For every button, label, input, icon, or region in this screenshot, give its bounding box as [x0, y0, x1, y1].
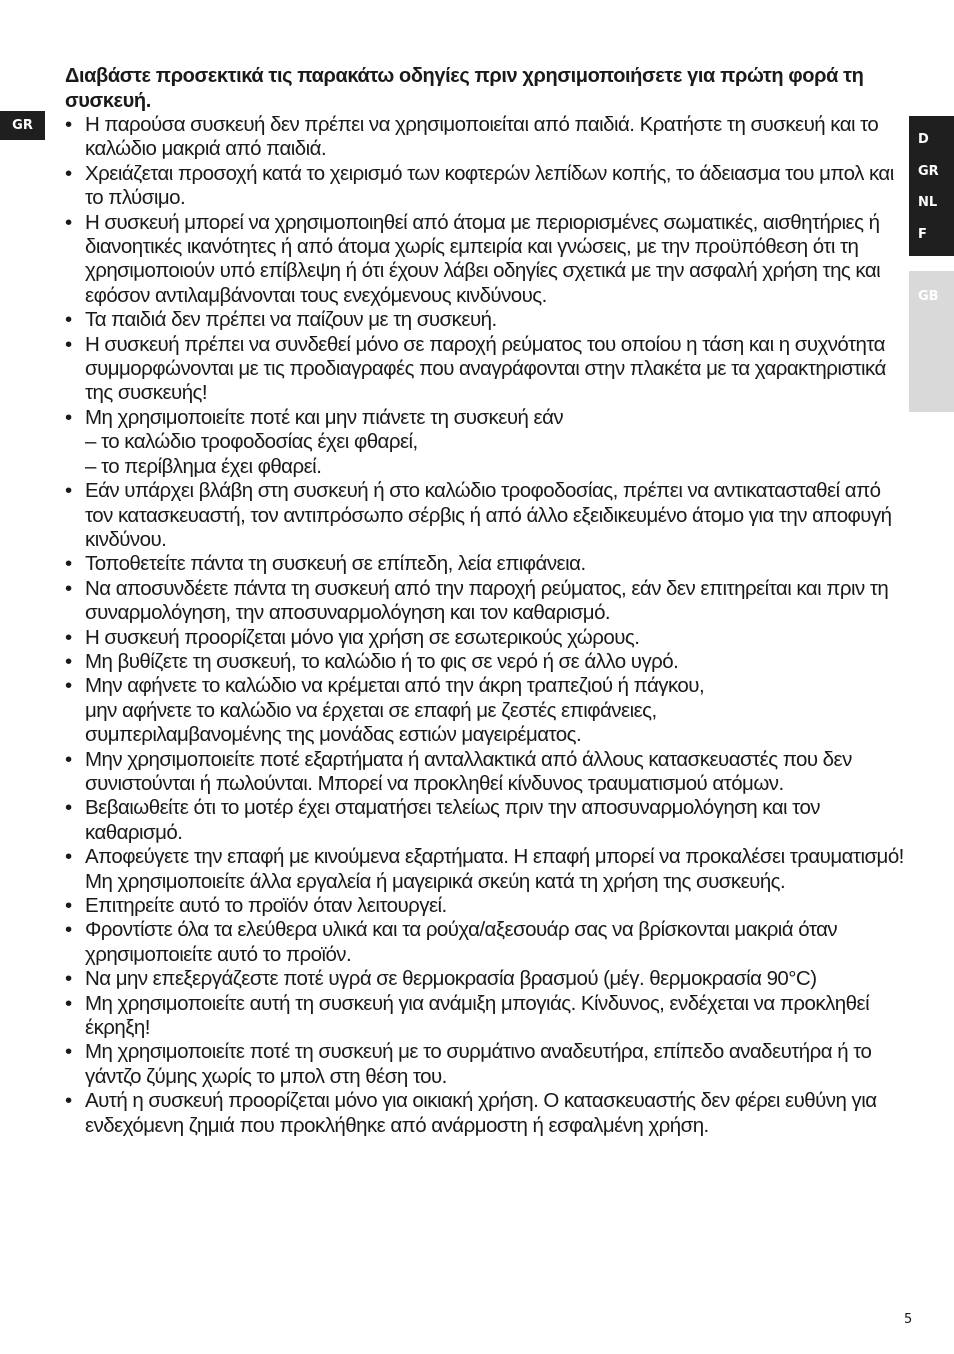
list-item: • Η συσκευή προορίζεται μόνο για χρήση σε εσωτερικούς χώρους. [65, 626, 911, 650]
list-item: • Εάν υπάρχει βλάβη στη συσκευή ή στο καλώδιο τροφοδοσίας, πρέπει να αντικατασταθεί από τον κατασκευαστή, τον αντιπρόσωπο σέρβις ή από άλλο εξειδικευμένο άτομο για την αποφυγή κινδύνου. [65, 479, 911, 552]
list-item: • Μην χρησιμοποιείτε ποτέ εξαρτήματα ή ανταλλακτικά από άλλους κατασκευαστές που δεν συνιστούνται ή πωλούνται. Μπορεί να προκληθεί κίνδυνος τραυματισμού ατόμων. [65, 748, 911, 797]
list-item [65, 406, 911, 479]
sub-item: – το καλώδιο τροφοδοσίας έχει φθαρεί, [85, 430, 418, 454]
list-item: • Να μην επεξεργάζεστε ποτέ υγρά σε θερμοκρασία βρασμού (μέγ. θερμοκρασία 90°C) [65, 967, 911, 991]
list-item [65, 674, 911, 747]
safety-instructions [65, 64, 911, 1138]
list-item: • Η παρούσα συσκευή δεν πρέπει να χρησιμοποιείται από παιδιά. Κρατήστε τη συσκευή και το καλώδιο μακριά από παιδιά. [65, 113, 911, 162]
language-tab-group [909, 116, 954, 256]
list-item: • Φροντίστε όλα τα ελεύθερα υλικά και τα ρούχα/αξεσουάρ σας να βρίσκονται μακριά όταν χρησιμοποιείτε αυτό το προϊόν. [65, 918, 911, 967]
list-item: • Μη βυθίζετε τη συσκευή, το καλώδιο ή το φις σε νερό ή σε άλλο υγρό. [65, 650, 911, 674]
list-item: • Τα παιδιά δεν πρέπει να παίζουν με τη συσκευή. [65, 308, 911, 332]
list-item: • Βεβαιωθείτε ότι το μοτέρ έχει σταματήσει τελείως πριν την αποσυναρμολόγηση και τον καθαρισμό. [65, 796, 911, 845]
page-number: 5 [904, 1312, 913, 1327]
list-item: • Η συσκευή πρέπει να συνδεθεί μόνο σε παροχή ρεύματος του οποίου η τάση και η συχνότητα συμμορφώνονται με τις προδιαγραφές που αναγράφονται στην πλακέτα με τα χαρακτηριστικά της συσκευής! [65, 333, 911, 406]
language-tab-gr: GR [918, 163, 939, 179]
safety-list [65, 113, 911, 1138]
language-tab-gr-left: GR [0, 111, 45, 140]
list-item: • Αποφεύγετε την επαφή με κινούμενα εξαρτήματα. Η επαφή μπορεί να προκαλέσει τραυματισμό! Μη χρησιμοποιείτε άλλα εργαλεία ή μαγειρικά σκεύη κατά τη χρήση της συσκευής. [65, 845, 911, 894]
sub-item: μην αφήνετε το καλώδιο να έρχεται σε επαφή με ζεστές επιφάνειες, [85, 698, 657, 722]
list-item: • Τοποθετείτε πάντα τη συσκευή σε επίπεδη, λεία επιφάνεια. [65, 552, 911, 576]
language-tab-nl: NL [918, 195, 938, 210]
list-item: • Μη χρησιμοποιείτε ποτέ τη συσκευή με το συρμάτινο αναδευτήρα, επίπεδο αναδευτήρα ή το γάντζο ζύμης χωρίς το μπολ στη θέση του. [65, 1040, 911, 1089]
list-item: • Να αποσυνδέετε πάντα τη συσκευή από την παροχή ρεύματος, εάν δεν επιτηρείται και πριν τη συναρμολόγηση, την αποσυναρμολόγηση και τον καθαρισμό. [65, 577, 911, 626]
list-item: • Χρειάζεται προσοχή κατά το χειρισμό των κοφτερών λεπίδων κοπής, το άδειασμα του μπολ και το πλύσιμο. [65, 162, 911, 211]
language-tab-gb [909, 271, 954, 412]
list-item-text: Μην αφήνετε το καλώδιο να κρέμεται από την άκρη τραπεζιού ή πάγκου, [85, 674, 705, 698]
list-item: • Επιτηρείτε αυτό το προϊόν όταν λειτουργεί. [65, 894, 911, 918]
list-item: • Αυτή η συσκευή προορίζεται μόνο για οικιακή χρήση. Ο κατασκευαστής δεν φέρει ευθύνη για ενδεχόμενη ζημιά που προκλήθηκε από ανάρμοστη ή εσφαλμένη χρήση. [65, 1089, 911, 1138]
language-tab-f: F [918, 226, 927, 242]
language-tab-d: D [918, 132, 929, 147]
language-tab-gb-label: GB [918, 289, 939, 304]
sub-item: – το περίβλημα έχει φθαρεί. [85, 454, 322, 478]
list-item: • Μη χρησιμοποιείτε αυτή τη συσκευή για ανάμιξη μπογιάς. Κίνδυνος, ενδέχεται να προκληθεί έκρηξη! [65, 992, 911, 1041]
sub-item: συμπεριλαμβανομένης της μονάδας εστιών μαγειρέματος. [85, 723, 582, 747]
section-heading: Διαβάστε προσεκτικά τις παρακάτω οδηγίες πριν χρησιμοποιήσετε για πρώτη φορά τη συσκευή. [65, 65, 864, 112]
list-item-text: Μη χρησιμοποιείτε ποτέ και μην πιάνετε τη συσκευή εάν [85, 405, 564, 429]
list-item: • Η συσκευή μπορεί να χρησιμοποιηθεί από άτομα με περιορισμένες σωματικές, αισθητήριες ή διανοητικές ικανότητες ή από άτομα χωρίς εμπειρία και γνώσεις, με την προϋπόθεση ότι τη χρησιμοποιούν υπό επίβλεψη ή ότι έχουν λάβει οδηγίες σχετικά με την ασφαλή χρήση της και εφόσον αντιλαμβάνονται τους ενεχόμενους κινδύνους. [65, 211, 911, 309]
